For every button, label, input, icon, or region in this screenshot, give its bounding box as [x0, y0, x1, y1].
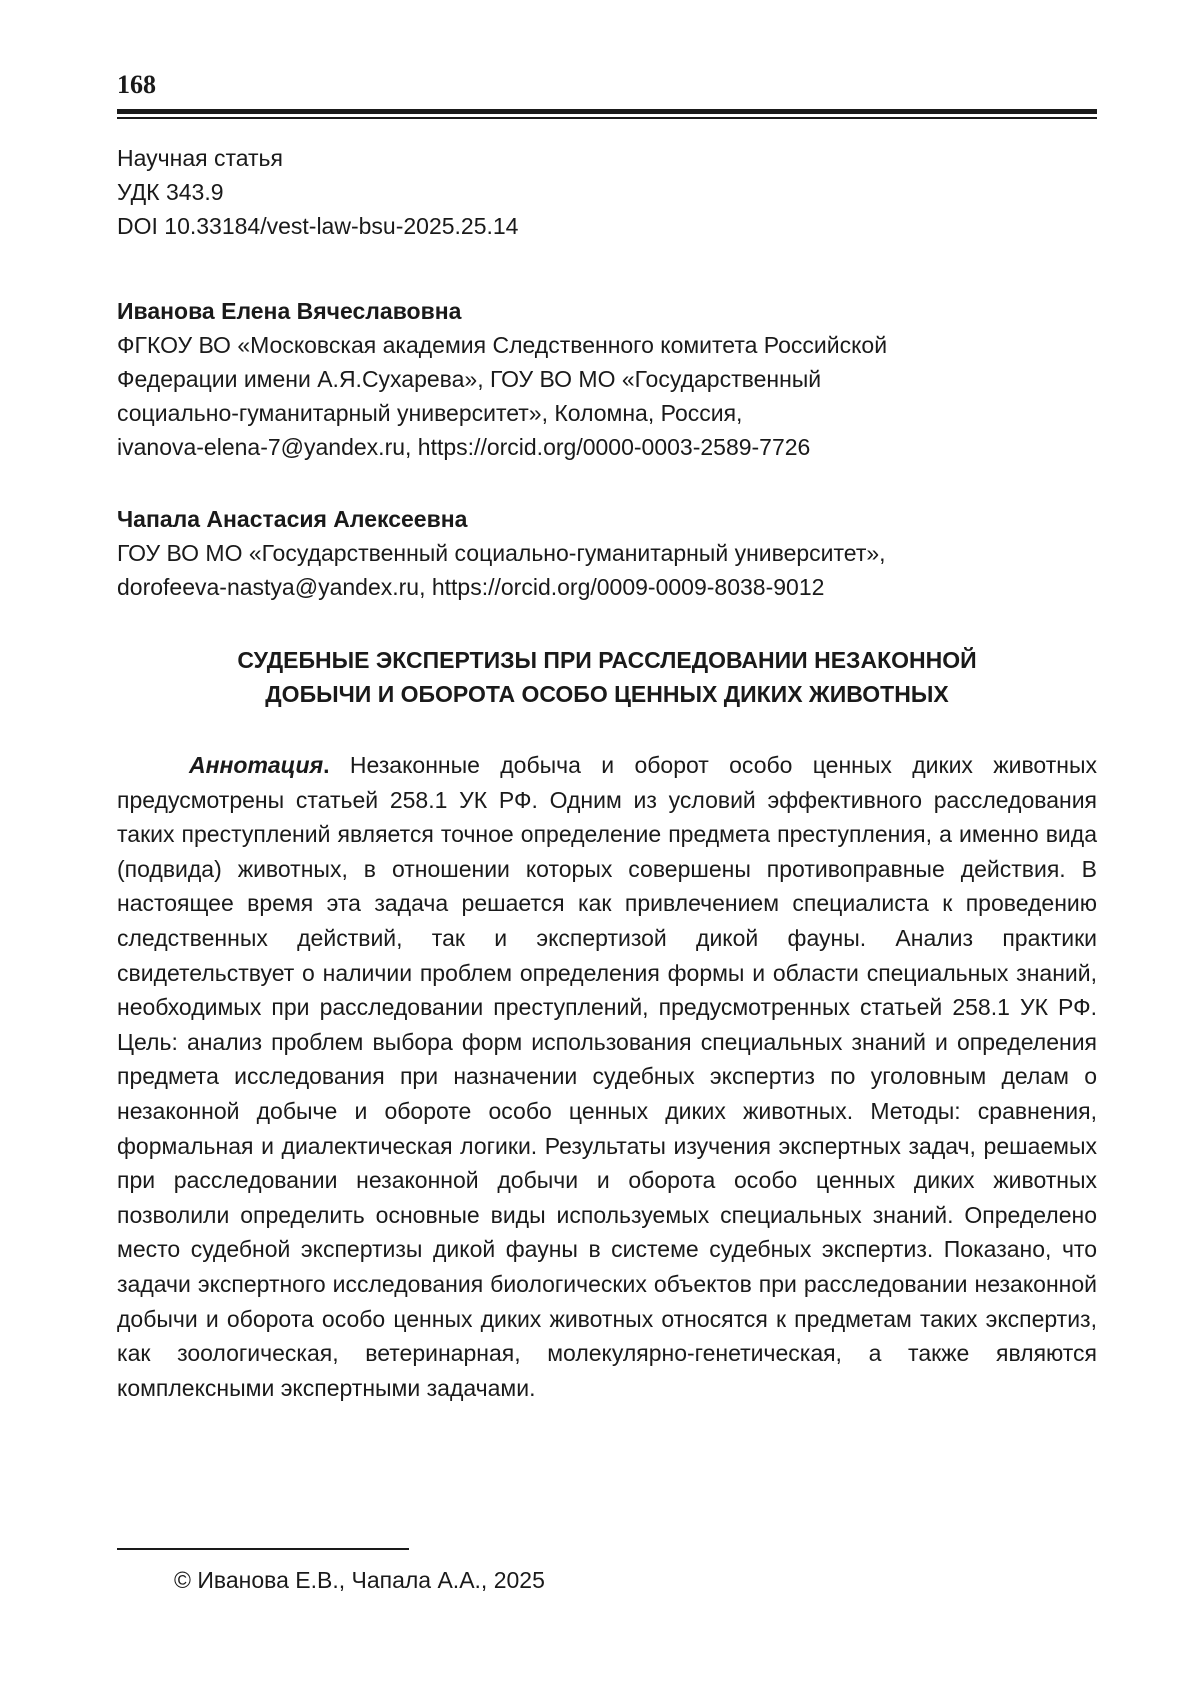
page-number: 168 [117, 70, 156, 99]
author-name: Чапала Анастасия Алексеевна [117, 506, 468, 532]
udc-code: УДК 343.9 [117, 179, 224, 205]
header-rule-thick [117, 109, 1097, 114]
author-affiliation-line: ФГКОУ ВО «Московская академия Следственного комитета Российской [117, 332, 888, 358]
header-rule-thin [117, 117, 1097, 119]
title-line-2: ДОБЫЧИ И ОБОРОТА ОСОБО ЦЕННЫХ ДИКИХ ЖИВОТНЫХ [265, 681, 949, 707]
article-meta [117, 141, 518, 243]
author-affiliation-line: социально-гуманитарный университет», Коломна, Россия, [117, 400, 743, 426]
abstract-text: Незаконные добыча и оборот особо ценных диких животных предусмотрены статьей 258.1 УК РФ. Одним из условий эффективного расследования таких преступлений является точное определение предмета преступления, а именно вида (подвида) животных, в отношении которых совершены противоправные действия. В настоящее время эта задача решается как привлечением специалиста к проведению следственных действий, так и экспертизой дикой фауны. Анализ практики свидетельствует о наличии проблем определения формы и области специальных знаний, необходимых при расследовании преступлений, предусмотренных статьей 258.1 УК РФ. Цель: анализ проблем выбора форм использования специальных знаний и определения предмета исследования при назначении судебных экспертиз по уголовным делам о незаконной добыче и обороте особо ценных диких животных. Методы: сравнения, формальная и диалектическая логики. Результаты изучения экспертных задач, решаемых при расследовании незаконной добычи и оборота особо ценных диких животных позволили определить основные виды используемых специальных знаний. Определено место судебной экспертизы дикой фауны в системе судебных экспертиз. Показано, что задачи экспертного исследования биологических объектов при расследовании незаконной добычи и оборота особо ценных диких животных относятся к предметам таких экспертиз, как зоологическая, ветеринарная, молекулярно-генетическая, а также являются комплексными экспертными задачами. [117, 752, 1097, 1401]
author-name: Иванова Елена Вячеславовна [117, 298, 462, 324]
author-affiliation-line: ГОУ ВО МО «Государственный социально-гуманитарный университет», [117, 540, 886, 566]
author-contact-line: dorofeeva-nastya@yandex.ru, https://orcid.org/0009-0009-8038-9012 [117, 574, 825, 600]
author-affiliation-line: Федерации имени А.Я.Сухарева», ГОУ ВО МО «Государственный [117, 366, 822, 392]
abstract: Аннотация. Незаконные добыча и оборот особо ценных диких животных предусмотрены статьей 258.1 УК РФ. Одним из условий эффективного расследования таких преступлений является точное определение предмета преступления, а именно вида (подвида) животных, в отношении которых совершены противоправные действия. В настоящее время эта задача решается как привлечением специалиста к проведению следственных действий, так и экспертизой дикой фауны. Анализ практики свидетельствует о наличии проблем определения формы и области специальных знаний, необходимых при расследовании преступлений, предусмотренных статьей 258.1 УК РФ. Цель: анализ проблем выбора форм использования специальных знаний и определения предмета исследования при назначении судебных экспертиз по уголовным делам о незаконной добыче и обороте особо ценных диких животных. Методы: сравнения, формальная и диалектическая логики. Результаты изучения экспертных задач, решаемых при расследовании незаконной добычи и оборота особо ценных диких животных позволили определить основные виды используемых специальных знаний. Определено место судебной экспертизы дикой фауны в системе судебных экспертиз. Показано, что задачи экспертного исследования биологических объектов при расследовании незаконной добычи и оборота особо ценных диких животных относятся к предметам таких экспертиз, как зоологическая, ветеринарная, молекулярно-генетическая, а также являются комплексными экспертными задачами. [117, 752, 1097, 1401]
abstract-label: Аннотация [189, 752, 324, 778]
author-contact-line: ivanova-elena-7@yandex.ru, https://orcid.org/0000-0003-2589-7726 [117, 434, 811, 460]
footnote-rule [117, 1548, 409, 1550]
article-title [117, 643, 1097, 711]
copyright-footnote: © Иванова Е.В., Чапала А.А., 2025 [174, 1567, 545, 1593]
author-block-1 [117, 294, 1097, 464]
author-block-2 [117, 502, 1097, 604]
title-line-1: СУДЕБНЫЕ ЭКСПЕРТИЗЫ ПРИ РАССЛЕДОВАНИИ НЕЗАКОННОЙ [237, 647, 977, 673]
doi: DOI 10.33184/vest-law-bsu-2025.25.14 [117, 213, 519, 239]
article-type: Научная статья [117, 145, 283, 171]
